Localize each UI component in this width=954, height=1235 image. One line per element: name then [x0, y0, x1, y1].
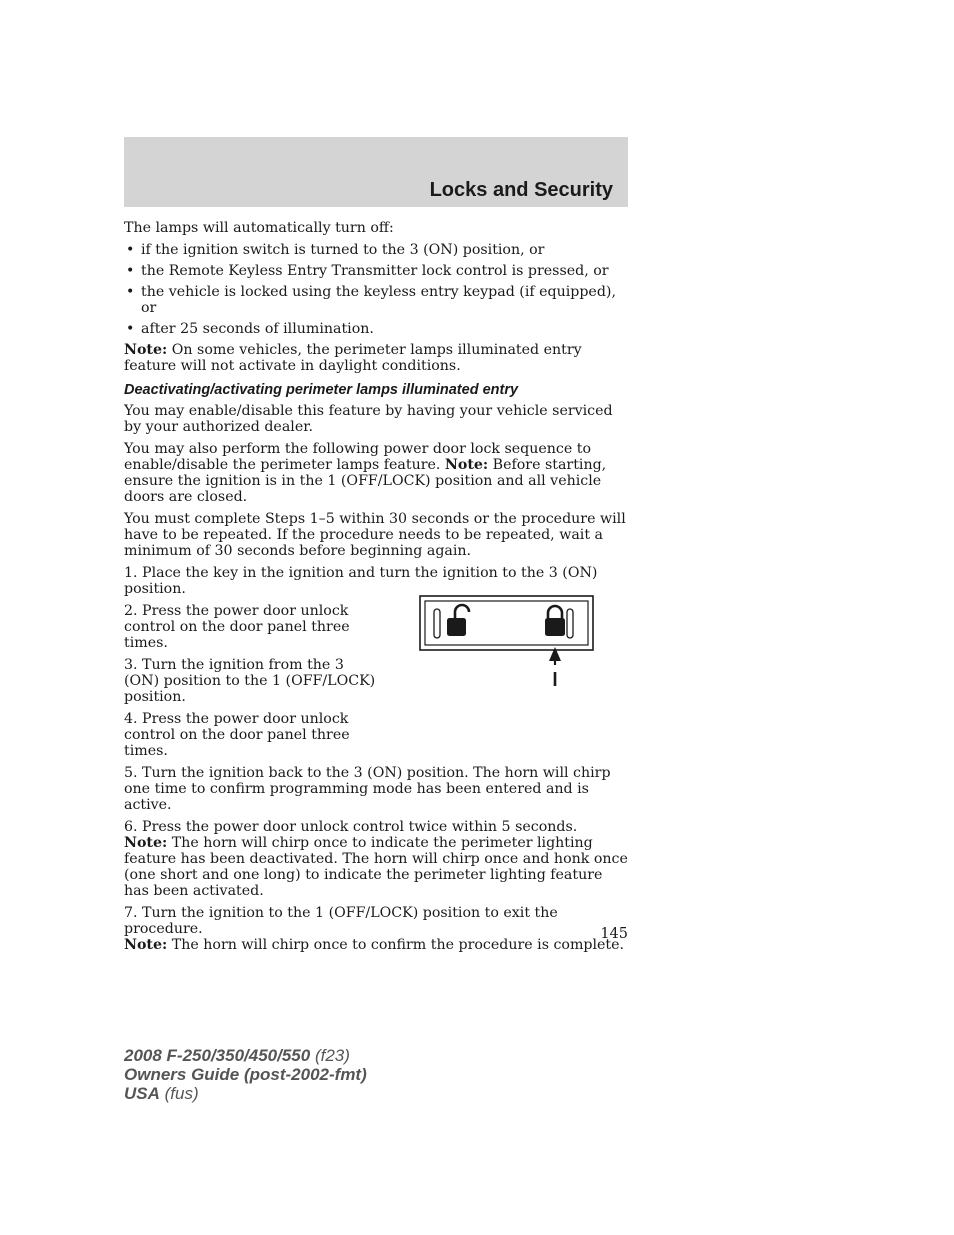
section-title: Locks and Security — [429, 179, 613, 201]
list-item: • the Remote Keyless Entry Transmitter lock control is pressed, or — [126, 263, 609, 279]
step-1: 1. Place the key in the ignition and turn the ignition to the 3 (ON) position. — [124, 565, 598, 597]
note-label: Note: — [124, 937, 168, 953]
step-6: 6. Press the power door unlock control twice within 5 seconds. Note: The horn will chirp once to indicate the perimeter lighting feature has been deactivated. The horn will chirp once and honk once (one short and one long) to indicate the perimeter lighting feature has been activated. — [124, 819, 628, 899]
footer-line-3: USA (fus) — [124, 1084, 199, 1103]
arrow-up-icon — [549, 647, 561, 686]
footer-line-1: 2008 F-250/350/450/550 (f23) — [124, 1046, 350, 1065]
document-footer — [124, 1046, 367, 1103]
door-lock-switch-illustration — [418, 594, 596, 690]
note-label: Note: — [124, 342, 168, 358]
section-header-band — [124, 137, 628, 207]
step-4: 4. Press the power door unlock control on the door panel three times. — [124, 711, 350, 759]
note-label: Note: — [124, 835, 168, 851]
list-item: • if the ignition switch is turned to the 3 (ON) position, or — [126, 242, 545, 258]
bullet-symbol: • — [126, 263, 135, 279]
paragraph-sequence: You may also perform the following power door lock sequence to enable/disable the perimeter lamps feature. Note: Before starting, ensure the ignition is in the 1 (OFF/LOCK) position and all vehicle doors are closed. — [124, 441, 607, 505]
lock-icon — [545, 606, 565, 636]
step-7: 7. Turn the ignition to the 1 (OFF/LOCK) position to exit the procedure. Note: The horn will chirp once to confirm the procedure is complete. — [124, 905, 625, 953]
list-item: • the vehicle is locked using the keyless entry keypad (if equipped), or — [126, 284, 616, 316]
section-heading: Deactivating/activating perimeter lamps illuminated entry — [124, 382, 519, 398]
paragraph-dealer: You may enable/disable this feature by having your vehicle serviced by your authorized dealer. — [124, 403, 613, 435]
list-item: • after 25 seconds of illumination. — [126, 321, 374, 337]
bullet-symbol: • — [126, 321, 135, 337]
bullet-symbol: • — [126, 284, 135, 300]
main-content — [124, 220, 630, 959]
step-3: 3. Turn the ignition from the 3 (ON) position to the 1 (OFF/LOCK) position. — [124, 657, 376, 705]
note-paragraph: Note: On some vehicles, the perimeter lamps illuminated entry feature will not activate in daylight conditions. — [124, 342, 582, 374]
step-2: 2. Press the power door unlock control on the door panel three times. — [124, 603, 350, 651]
intro-text: The lamps will automatically turn off: — [124, 220, 394, 236]
note-label: Note: — [444, 457, 489, 473]
paragraph-timing: You must complete Steps 1–5 within 30 seconds or the procedure will have to be repeated. If the procedure needs to be repeated, wait a minimum of 30 seconds before beginning again. — [124, 511, 626, 559]
bullet-symbol: • — [126, 242, 135, 258]
page-number: 145 — [600, 926, 628, 942]
footer-line-2: Owners Guide (post-2002-fmt) — [124, 1065, 367, 1084]
door-lock-switch-figure — [418, 594, 596, 690]
unlock-icon — [447, 605, 469, 636]
step-5: 5. Turn the ignition back to the 3 (ON) position. The horn will chirp one time to confirm programming mode has been entered and is active. — [124, 765, 611, 813]
bullet-list — [124, 242, 630, 337]
